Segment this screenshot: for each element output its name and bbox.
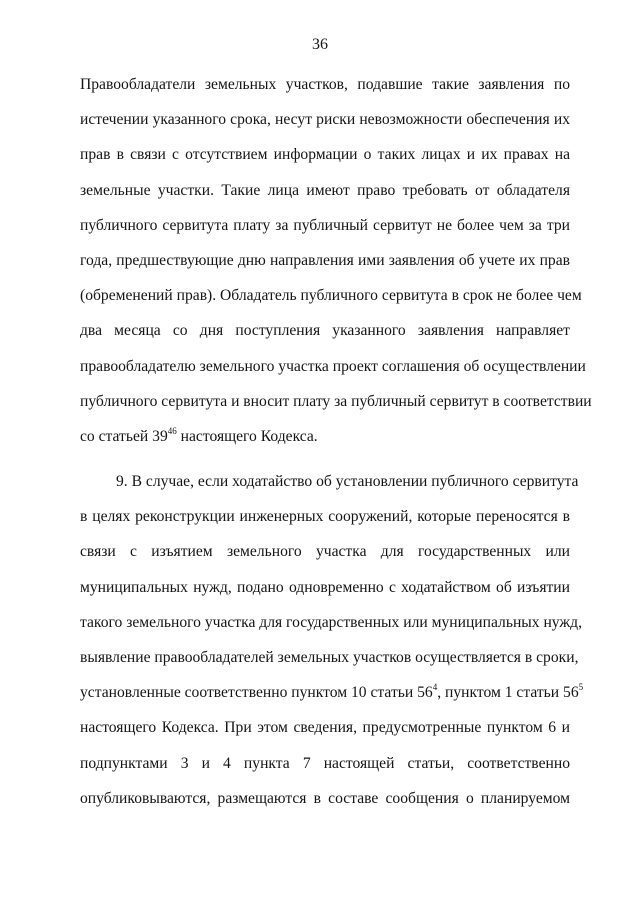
paragraph-gap bbox=[80, 462, 570, 472]
text-line bbox=[80, 507, 570, 542]
text-line bbox=[80, 357, 586, 392]
text-line bbox=[80, 75, 570, 110]
text-segment: выявление правообладателей земельных участков осуществляется в сроки, bbox=[80, 649, 579, 666]
text-segment: подпунктами 3 и 4 пункта 7 настоящей статьи, соответственно bbox=[80, 754, 570, 772]
text-segment: правообладателю земельного участка проект соглашения об осуществлении bbox=[80, 357, 586, 375]
text-segment: 9. В случае, если ходатайство об установлении публичного сервитута bbox=[116, 473, 579, 491]
text-line bbox=[80, 754, 570, 789]
text-line bbox=[80, 542, 570, 577]
text-segment: прав в связи с отсутствием информации о таких лицах и их правах на bbox=[80, 146, 570, 164]
text-line bbox=[80, 427, 570, 462]
text-line bbox=[80, 321, 570, 356]
text-segment: опубликовываются, размещаются в составе сообщения о планируемом bbox=[80, 789, 570, 807]
text-segment: публичного сервитута плату за публичный сервитут не более чем за три bbox=[80, 216, 570, 234]
page-number: 36 bbox=[312, 36, 328, 53]
text-line bbox=[80, 145, 570, 180]
text-segment: в целях реконструкции инженерных сооружений, которые переносятся в bbox=[80, 508, 570, 526]
text-line bbox=[80, 110, 570, 145]
paragraph-item-9 bbox=[80, 472, 584, 824]
text-segment: земельные участки. Такие лица имеют право требовать от обладателя bbox=[80, 181, 570, 199]
text-segment: муниципальных нужд, подано одновременно с ходатайством об изъятии bbox=[80, 578, 570, 596]
text-line bbox=[80, 789, 570, 824]
text-line bbox=[80, 648, 579, 683]
text-segment: такого земельного участка для государственных или муниципальных нужд, bbox=[80, 613, 582, 631]
text-segment: настоящего Кодекса. При этом сведения, предусмотренные пунктом 6 и bbox=[80, 719, 570, 737]
text-segment: года, предшествующие дню направления ими заявления об учете их прав bbox=[80, 251, 570, 269]
article-superscript: 4 bbox=[432, 682, 438, 692]
article-superscript: 5 bbox=[578, 682, 584, 692]
paragraph-continuation bbox=[80, 75, 592, 462]
text-line bbox=[80, 181, 570, 216]
text-segment: , пунктом 1 статьи 56 bbox=[437, 684, 579, 702]
text-segment: Правообладатели земельных участков, подавшие такие заявления по bbox=[80, 76, 570, 93]
text-line bbox=[80, 251, 570, 286]
text-segment: истечении указанного срока, несут риски невозможности обеспечения их bbox=[80, 111, 570, 129]
text-segment: связи с изъятием земельного участка для государственных или bbox=[80, 543, 570, 561]
article-superscript: 46 bbox=[167, 425, 177, 436]
text-segment: со статьей 39 bbox=[80, 427, 168, 445]
text-segment: публичного сервитута и вносит плату за публичный сервитут в соответствии bbox=[80, 392, 592, 410]
text-line bbox=[80, 578, 570, 613]
text-segment: установленные соответственно пунктом 10 статьи 56 bbox=[80, 684, 433, 702]
text-line bbox=[80, 472, 579, 507]
text-segment: (обременений прав). Обладатель публичного сервитута в срок не более чем bbox=[80, 287, 582, 305]
text-line bbox=[80, 613, 582, 648]
text-line bbox=[80, 286, 582, 321]
text-segment: настоящего Кодекса. bbox=[176, 427, 318, 445]
text-line bbox=[80, 392, 592, 427]
document-body bbox=[80, 75, 592, 824]
text-line bbox=[80, 216, 570, 251]
text-segment: два месяца со дня поступления указанного заявления направляет bbox=[80, 322, 570, 340]
text-line bbox=[80, 718, 570, 753]
text-line bbox=[80, 682, 584, 718]
